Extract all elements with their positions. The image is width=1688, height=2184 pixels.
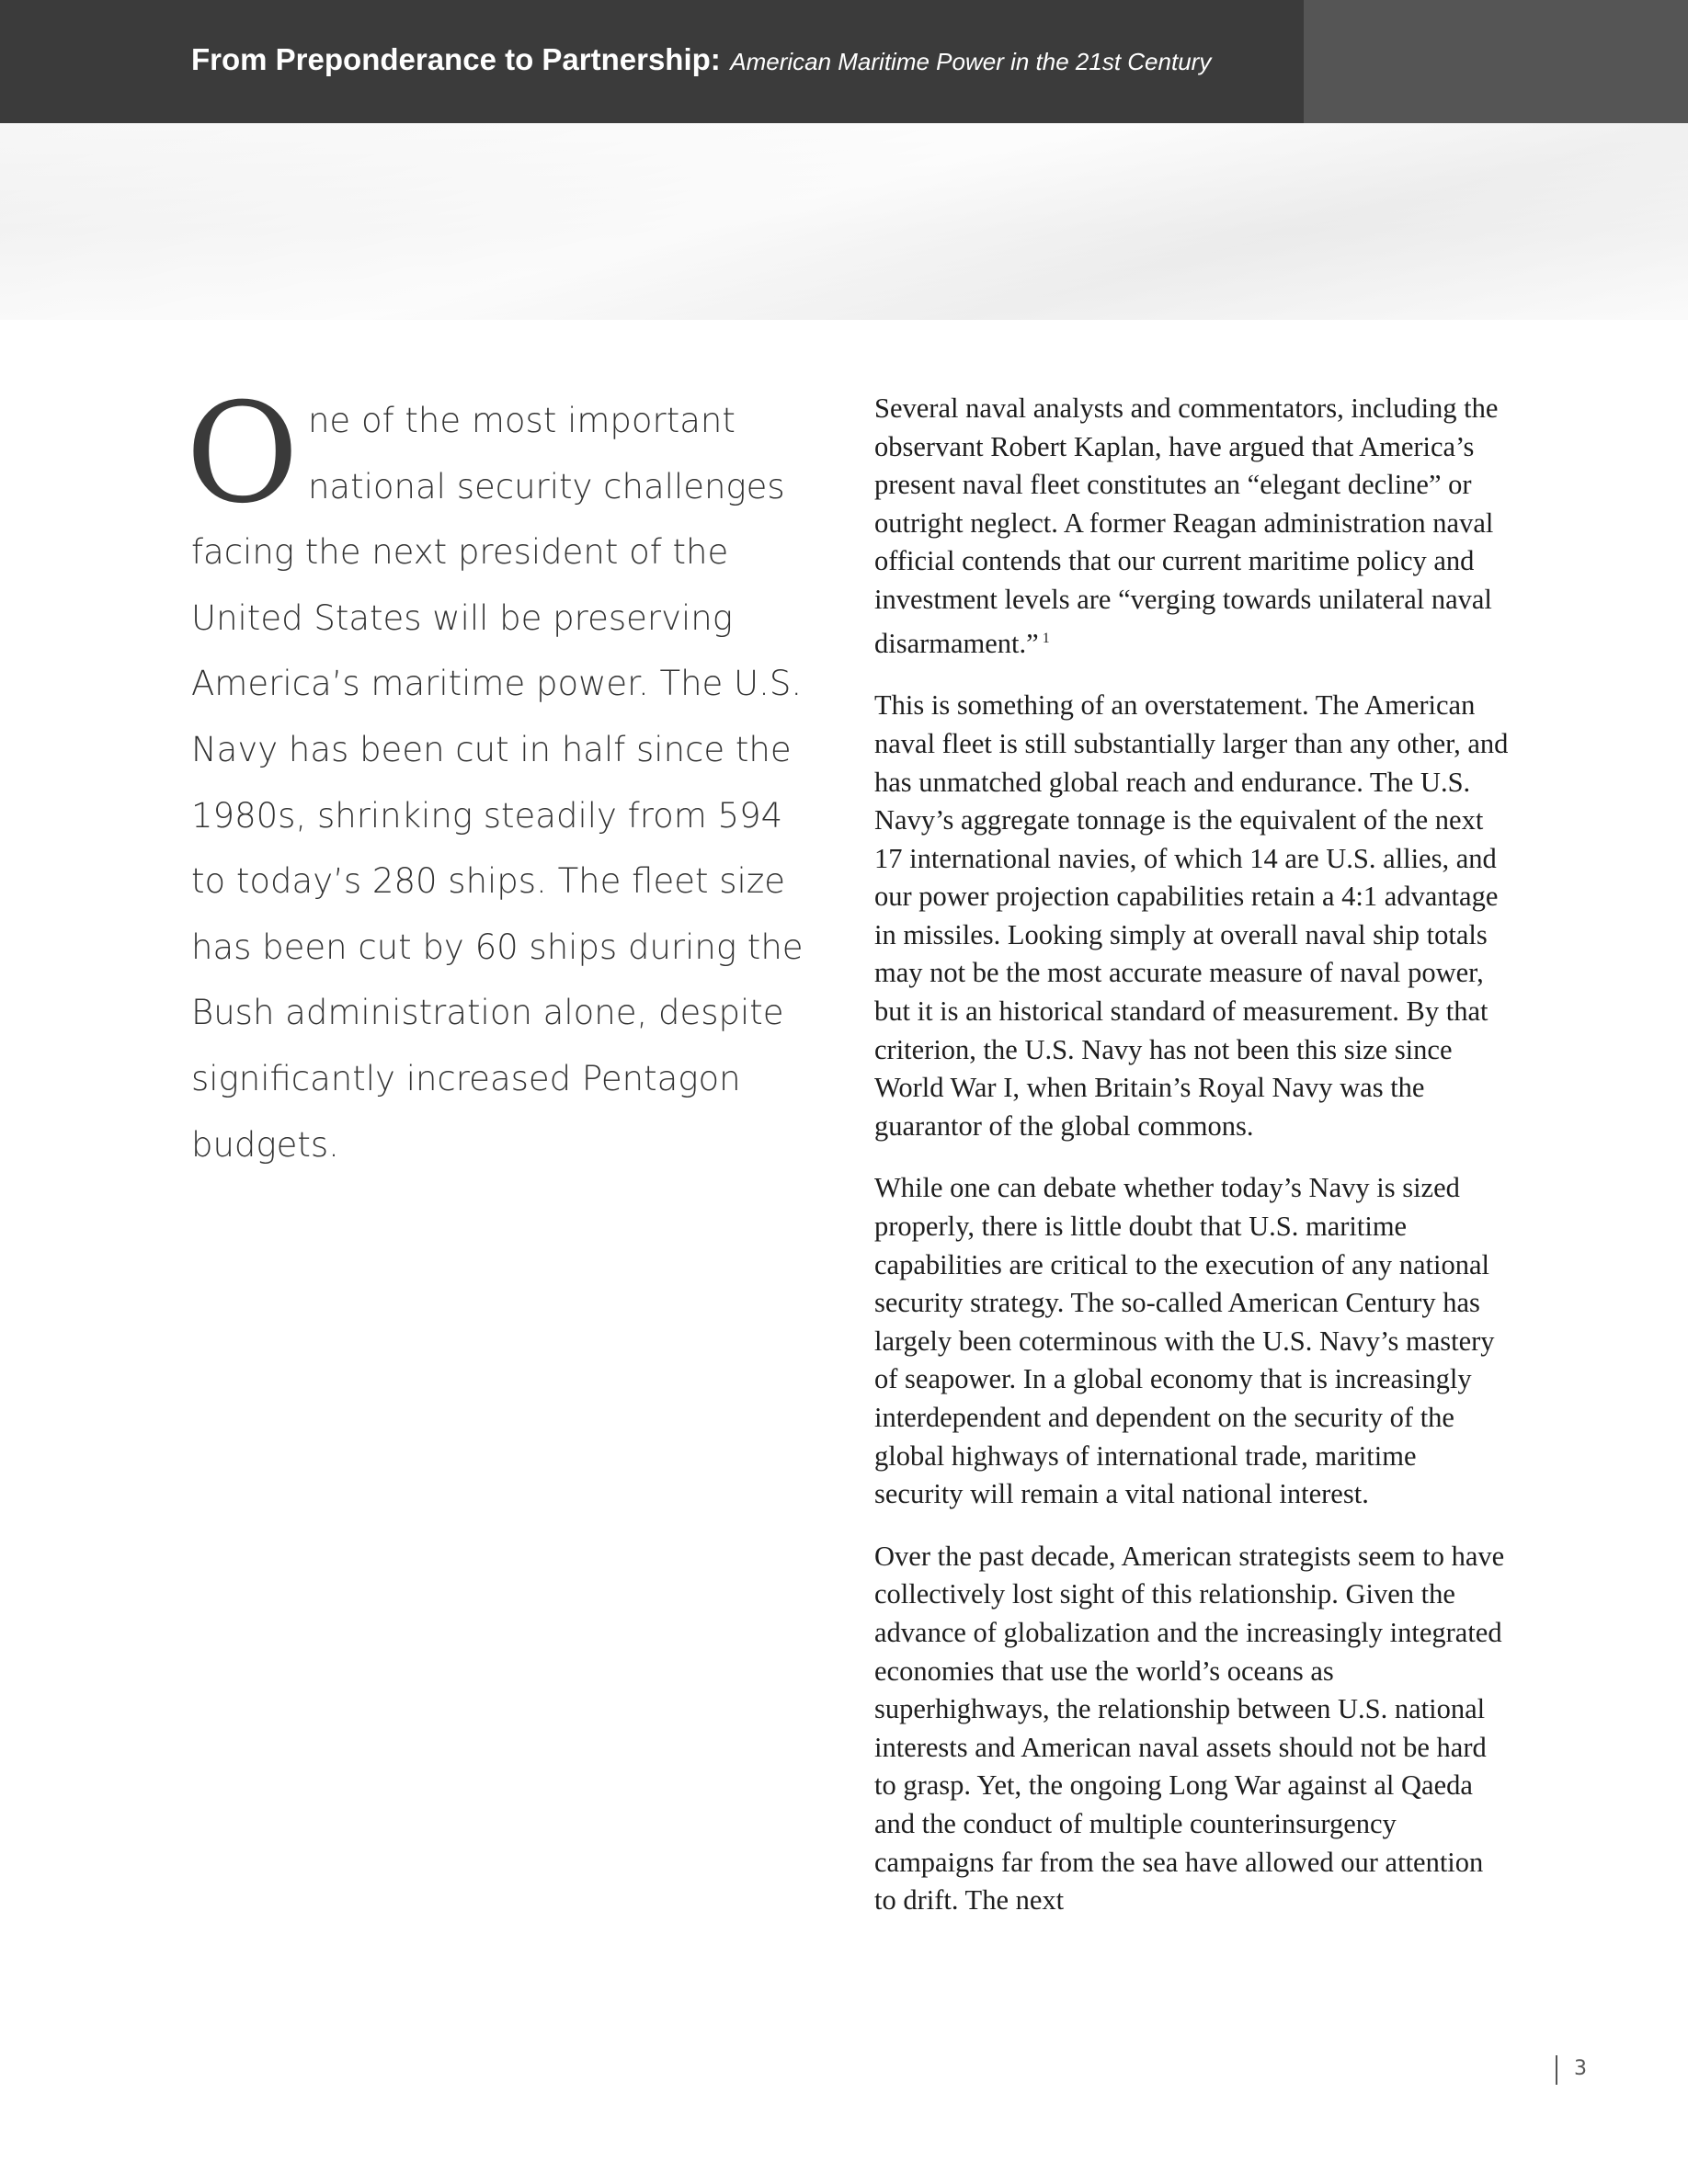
body-paragraph-2: This is something of an overstatement. The American naval fleet is still substantially larger than any other, and has unmatched global reach and endurance. The U.S. Navy’s aggregate tonnage is the equivalent of the next 17 international navies, of which 14 are U.S. allies, and our power projection capabilities retain a 4:1 advantage in missiles. Looking simply at overall naval ship totals may not be the most accurate measure of naval power, but it is an historical standard of measurement. By that criterion, the U.S. Navy has not been this size since World War I, when Britain’s Royal Navy was the guarantor of the global commons. [874, 689, 1509, 1142]
body-paragraph-4: Over the past decade, American strategists seem to have collectively lost sight of this relationship. Given the advance of globalization and the increasingly integrated economies that use the world’s oceans as superhighways, the relationship between U.S. national interests and American naval assets should not be hard to grasp. Yet, the ongoing Long War against al Qaeda and the conduct of multiple counterinsurgency campaigns far from the sea have allowed our attention to drift. The next [874, 1540, 1505, 1917]
banner-sweep [0, 123, 1688, 320]
body-column [874, 390, 1509, 1944]
header-subtitle: American Maritime Power in the 21st Century [730, 48, 1212, 75]
body-paragraph-3: While one can debate whether today’s Navy is sized properly, there is little doubt that U.S. maritime capabilities are critical to the execution of any national security strategy. The so-called American Century has largely been coterminous with the U.S. Navy’s mastery of seapower. In a global economy that is increasingly interdependent and dependent on the security of the global highways of international trade, maritime security will remain a vital national interest. [874, 1172, 1495, 1510]
body-paragraph-1-text: Several naval analysts and commentators, including the observant Robert Kaplan, have argued that America’s present naval fleet constitutes an “elegant decline” or outright neglect. A former Reagan administration naval official contends that our current maritime policy and investment levels are “verging towards unilateral naval disarmament.” [874, 392, 1499, 659]
lead-paragraph [186, 374, 826, 1177]
header-title: From Preponderance to Partnership: [191, 42, 721, 76]
footnote-reference: 1 [1042, 630, 1050, 646]
body-paragraph-1 [874, 390, 1509, 663]
drop-cap: O [186, 374, 299, 534]
lead-text: ne of the most important national security challenges facing the next president of the United States will be preserving America’s maritime power. The U.S. Navy has been cut in half since the 1980s, shrinking steadily from 594 to today’s 280 ships. The fleet size has been cut by 60 ships during the Bush administration alone, despite significantly increased Pentagon budgets. [191, 401, 804, 1165]
page-number-divider [1556, 2055, 1557, 2085]
header-bar-accent [1304, 0, 1688, 123]
decorative-banner [0, 123, 1688, 320]
page-number: 3 [1574, 2057, 1587, 2080]
running-header [191, 42, 1211, 77]
